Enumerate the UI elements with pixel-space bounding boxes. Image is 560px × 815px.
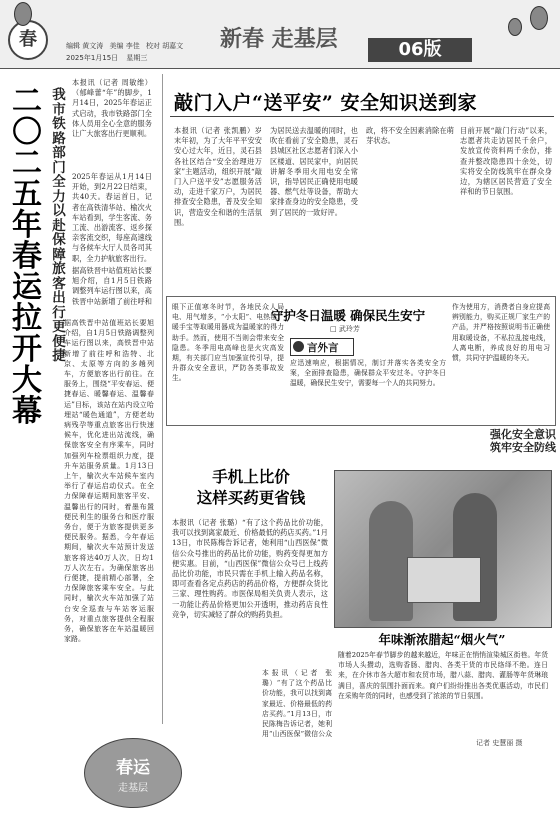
phone-body-lower: 本报讯（记者 张璐）“有了这个药品比价功能，我可以找到离家最近、价格最低的药店买药。”1月13日，市民陈梅告诉记者，她利用“山西医保”微信公众 — [262, 669, 332, 738]
issue-weekday: 星期三 — [126, 54, 148, 62]
opinion-col-b: 应迅速响应，根据情况，制订并落实各类安全方案，全面排查隐患，确保群众平安过冬。守护冬日温暖，确保民生安宁，需要每一个人的共同努力。 — [290, 359, 446, 388]
opinion-col-a: 眼下正值寒冬时节，各地民众人局电、用气增多，“小太阳”、电热毯、暖手宝等取暖用器成为温暖家的得力助手。然而，使用不当则会带来安全隐患。冬季用电高峰也是火灾高发期，有关部门应当加强宣传引导，提升群众安全意识，严防各类事故发生。 — [172, 303, 284, 383]
lantern-icon — [530, 6, 548, 30]
phone-body: 本报讯（记者 张璐）“有了这个药品比价功能，我可以找到离家最近、价格最低的药店买药。”1月13日，市民陈梅告诉记者，她利用“山西医保”微信公众号推出的药品比价功能，购药变得更加方便实惠。目前，“山西医保”微信公众号已上线药品比价功能，市民只需在手机上输入药品名称，即可查看各定点药店的药品价格，方便群众货比三家、理性购药。市医保局相关负责人表示，这一功能让药品价格更加公开透明，推动药店良性竞争，切实减轻了群众的购药负担。 — [172, 518, 328, 619]
news-photo — [334, 470, 552, 628]
lead-subhead: 我市铁路部门全力以赴保障旅客出行更便捷 — [52, 87, 66, 364]
masthead-credits — [66, 41, 183, 51]
opinion-headline: 守护冬日温暖 确保民生安宁 — [270, 308, 426, 323]
opinion-byline: □ 武玲芳 — [330, 325, 360, 333]
photo-byline: 记者 史慧丽 摄 — [476, 739, 523, 747]
food-caption: 年味渐浓腊起“烟火气” — [378, 632, 506, 647]
footer-badge — [84, 738, 182, 808]
lead-col-1: 本报讯（记者 周敏维）（郁峰蕾“年”的脚步，1月14日，2025年春运正式启动，我市铁路部门全体人员用全心全意的服务让广大旅客出行更顺利。 — [72, 78, 152, 139]
page-number: 06版 — [368, 38, 472, 62]
lantern-icon — [14, 2, 32, 26]
column-divider — [162, 74, 163, 724]
section-title: 新春 走基层 — [220, 27, 338, 52]
safety-col-4: 目前开展“敲门行动”以来，志愿者共走访居民千余户，发放宣传资料两千余份，排查并整改隐患四十余处，切实将安全防线筑牢在群众身边，为辖区居民营造了安全祥和的节日氛围。 — [460, 126, 552, 197]
speech-bubble-icon — [293, 341, 304, 352]
opinion-col-c: 作为使用方，消费者自身应提高辨别能力，购买正规厂家生产的产品，并严格按照说明书正确使用取暖设备，不私拉乱接电线，人离电断，养成良好的用电习惯，共同守护温暖的冬天。 — [452, 303, 550, 363]
food-body: 随着2025年春节脚步的越来越近，年味正在悄悄渲染城区街巷。年货市场人头攒动，选购香肠、腊肉、各类干货的市民络绎不绝。连日来，在介休市各大超市和农贸市场，腊八蒜、腊肉、灌肠等年货琳琅满目，喜庆的氛围扑面而来。商户们纷纷推出各类优惠活动，市民们在采购年货的同时，也感受到了浓浓的节日氛围。 — [338, 651, 548, 700]
masthead-date-line — [66, 53, 147, 63]
phone-headline: 手机上比价 这样买药更省钱 — [196, 467, 306, 507]
issue-date: 2025年1月15日 — [66, 54, 119, 62]
lantern-icon — [508, 18, 522, 36]
column-logo: 言外言 — [290, 338, 354, 356]
masthead-seal: 春 — [8, 20, 48, 60]
safety-headline: 敲门入户“送平安” 安全知识送到家 — [174, 92, 477, 114]
safety-col-2: 为居民送去温暖的同时，也吹在看前了安全隐患，灵石县城区社区志愿者们深入小区楼道、居民家中，向居民讲解冬季用火用电安全常识，指导居民正确使用电暖器、燃气灶等设备，帮助大家排查身边的安全隐患，受到了居民的一致好评。 — [270, 126, 358, 217]
safety-col-1: 本报讯（记者 张凯鹏）岁末年初，为了大年平平安安安心过大年，近日，灵石县各社区结合“安全治理进万家”主题活动，组织开展“敲门入户送平安”志愿服务活动，走进千家万户，为居民排查安全隐患，普及安全知识，营造安全和谐的生活氛围。 — [174, 126, 262, 227]
badge-title: 春运 — [116, 758, 150, 778]
credit-proofreader: 校对 胡嘉文 — [145, 42, 184, 50]
badge-subtitle: 走基层 — [118, 783, 148, 794]
safety-col-3: 政，将不安全因素消除在萌芽状态。 — [366, 126, 454, 146]
gift-box — [407, 557, 481, 603]
lead-col-2: 2025年春运从1月14日开始，到2月22日结束，共40天。春运首日，记者在高铁清华站、榆次火车站看到，学生客流、务工流、出游流客、返乡探亲客流交织，每座高速线与各候车大厅人员各司其职，全力护航旅客出行。 — [72, 172, 152, 263]
lead-headline: 二 〇 二 五 年 春 运 拉 开 大 幕 — [12, 84, 42, 429]
lead-body: 据高铁晋中站值班站长要旭介绍，自1月5日铁路调整列车运行图以来，高铁晋中站新增了前往呼和 — [72, 266, 152, 306]
headline-rule — [170, 116, 554, 117]
lead-body-wide: 据高铁晋中站值班站长要旭介绍，自1月5日铁路调整列车运行图以来，高铁晋中站新增了前往呼和浩特、北京、太原等方向的多趟列车，方便旅客出行前往。在服务上，围绕“平安春运、便捷春运、暖馨春运、温馨春运”目标，该站在站内设立哈埋站“暖色通道”，方便老幼病残孕等重点旅客出行快速候车，优化进出站流线，确保旅客安全有序乘车，同时加强列车检票组织力度，提升车站服务质量。1月13日上午，榆次火车站候车室内举行了春运启动仪式。在全力保障春运期间旅客平安、温馨出行的同时，着墨布置便民利生的服务台和医疗服务台，便于为旅客提供更多便民服务。据悉，今年春运期间，榆次火车站预计发送旅客将达40万人次，日均1万人次左右。为确保旅客出行便捷，提前精心部署，全力保障旅客乘车安全。与此同时，榆次火车站加强了站台安全巡查与车站客运服务，对重点旅客提供全程服务，确保旅客在车站温暖回家路。 — [64, 319, 154, 644]
safety-slogan: 强化安全意识 筑牢安全防线 — [490, 428, 556, 454]
credit-editor: 编辑 黄文涛 — [66, 42, 104, 50]
credit-designer: 美编 李佳 — [109, 42, 140, 50]
